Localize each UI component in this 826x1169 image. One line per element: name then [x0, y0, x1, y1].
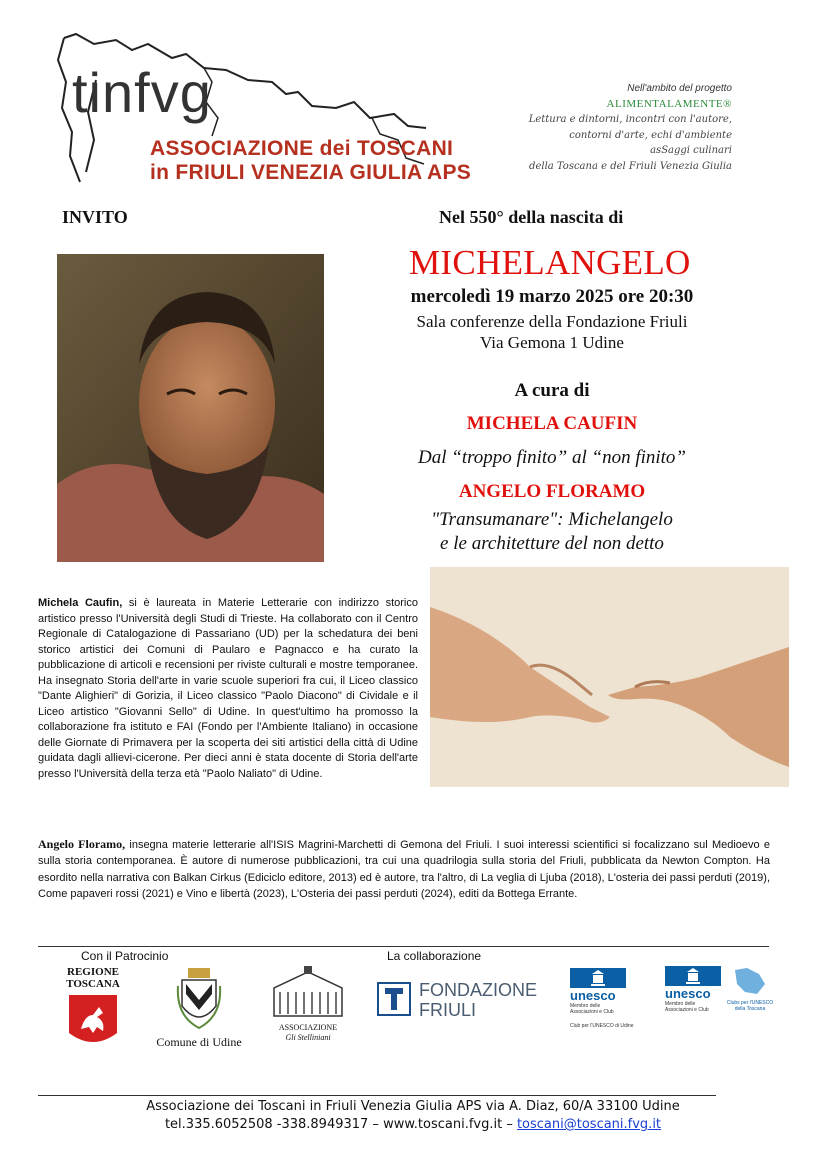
- unesco-udine-logo: [570, 968, 650, 1029]
- bio2-text: insegna materie letterarie all'ISIS Magrini-Marchetti di Gemona del Friuli. I suoi interessi scientifici si focalizzano sul Medioevo e sulla storia contemporanea. È autore di numerose pubblicazioni, tra cui una quadrilogia sulla storia del Friuli, pubblicata da Newton Compton. Ha esordito nella narrativa con Balkan Cirkus (Ediciclo editore, 2013) ed è autore, tra l'altro, di La veglia di Ljuba (2018), L'osteria dei passi perduti (2019), Come papaveri rossi (2021) e Vino e libertà (2023), L'Osteria dei passi perduti (2024), editi da Bottega Errante.: [38, 839, 770, 900]
- event-venue: Sala conferenze della Fondazione Friuli: [416, 312, 688, 331]
- unesco2-sub: Membro delle Associazioni e Club: [665, 1001, 709, 1013]
- project-intro: Nell'ambito del progetto: [627, 83, 732, 94]
- fondazione-mark-icon: [377, 982, 411, 1016]
- project-line2: contorni d'arte, echi d'ambiente: [569, 129, 732, 141]
- talk2-line1: "Transumanare": Michelangelo: [431, 509, 673, 530]
- speaker1-name: MICHELA CAUFIN: [466, 413, 638, 434]
- pegasus-shield-icon: [67, 993, 119, 1051]
- talk2-line2: e le architetture del non detto: [440, 533, 664, 554]
- bio1-text: si è laureata in Materie Letterarie con indirizzo storico artistico presso l'Università degli Studi di Trieste. Ha collaborato con il Centro Regionale di Catalogazione di Passariano (UD) per la schedatura dei beni storico artistici dei Comuni di Paularo e Pagnacco e ha curato la pubblicazione di articoli e recensioni per riviste culturali e mostre temporanee. Ha insegnato Storia dell'arte in varie scuole superiori fra cui, il Liceo classico "Dante Alighieri" di Gorizia, il Liceo classico "Paolo Diacono" di Cividale e il Liceo artistico "Giovanni Sello" di Udine. In quest'ultimo ha promosso la collaborazione fra istituto e FAI (Fondo per l'Ambiente Italiano) in occasione delle Giornate di Primavera per la scoperta dei siti artistici della città di Udine guidata dagli allievi-cicerone. Per dieci anni è stata docente di Storia dell'arte presso l'Università della terza età "Paolo Naliato" di Udine.: [38, 597, 418, 780]
- unesco-toscana-logo: [665, 966, 775, 1013]
- bio1-name: Michela Caufin,: [38, 597, 123, 609]
- fondazione-line1: FONDAZIONE: [419, 980, 538, 1000]
- fondazione-friuli-logo: [377, 980, 537, 1020]
- event-title: MICHELANGELO: [409, 243, 691, 282]
- anniversary-heading: Nel 550° della nascita di: [439, 207, 624, 227]
- stelliniani-logo: [268, 966, 348, 1043]
- project-block: [452, 81, 732, 174]
- unesco2-caption-line2: della Toscana: [734, 1006, 766, 1012]
- footer-rule-bottom: [38, 1095, 716, 1096]
- unesco1-caption: Club per l'UNESCO di Udine: [570, 1023, 634, 1029]
- unesco2-wordmark: unesco: [665, 986, 711, 1001]
- unesco2-caption: [725, 1000, 775, 1012]
- unesco1-wordmark: unesco: [570, 988, 616, 1003]
- building-icon: [270, 966, 346, 1018]
- logo-association-name: [150, 137, 471, 185]
- regione-line1: REGIONE: [67, 966, 119, 978]
- unesco2-caption-line1: Clubs per l'UNESCO: [726, 1000, 774, 1006]
- fondazione-line2: FRIULI: [419, 1000, 477, 1020]
- curated-by-label: A cura di: [514, 380, 590, 401]
- stelliniani-line2: Gli Stelliniani: [285, 1033, 331, 1042]
- logo-line1: ASSOCIAZIONE dei TOSCANI: [150, 137, 454, 160]
- regione-line2: TOSCANA: [66, 978, 120, 990]
- talk1-title: Dal “troppo finito” al “non finito”: [418, 447, 686, 468]
- unesco-temple-icon: [570, 968, 626, 988]
- event-date-time: mercoledì 19 marzo 2025 ore 20:30: [410, 286, 694, 307]
- project-name: ALIMENTALAMENTE®: [606, 97, 732, 110]
- project-line1: Lettura e dintorni, incontri con l'autore,: [528, 114, 732, 125]
- tuscany-map-icon: [731, 966, 767, 996]
- creation-of-adam-hands-image: [430, 567, 789, 787]
- regione-toscana-logo: [62, 966, 124, 1054]
- logo-wordmark: tinfvg: [72, 61, 212, 124]
- footer-phones-website: tel.335.6052508 -338.8949317 – www.toscani.fvg.it –: [164, 1117, 517, 1132]
- comune-udine-label: Comune di Udine: [156, 1035, 242, 1049]
- footer-email-link[interactable]: toscani@toscani.fvg.it: [516, 1117, 662, 1132]
- bio-angelo-floramo: [38, 836, 770, 902]
- bio-michela-caufin: [38, 596, 418, 782]
- project-line4: della Toscana e del Friuli Venezia Giulia: [529, 160, 732, 172]
- speaker2-name: ANGELO FLORAMO: [458, 481, 646, 502]
- patronage-label: Con il Patrocinio: [81, 949, 169, 963]
- udine-coat-of-arms-icon: [174, 966, 224, 1032]
- unesco2-temple-icon: [665, 966, 721, 986]
- footer-rule-top: [38, 946, 769, 947]
- project-line3: asSaggi culinari: [650, 145, 732, 156]
- comune-udine-logo: [154, 966, 244, 1050]
- michelangelo-portrait-image: [57, 254, 324, 562]
- footer-contacts: [0, 1116, 826, 1134]
- event-address: Via Gemona 1 Udine: [480, 333, 624, 352]
- collaboration-label: La collaborazione: [387, 949, 482, 963]
- stelliniani-line1: ASSOCIAZIONE: [278, 1023, 338, 1032]
- logo-line2: in FRIULI VENEZIA GIULIA APS: [150, 161, 472, 184]
- unesco1-sub: Membro delle Associazioni e Club: [570, 1003, 614, 1015]
- talk2-title: [376, 508, 728, 556]
- bio2-name: Angelo Floramo,: [38, 837, 126, 851]
- invito-heading: INVITO: [62, 207, 128, 227]
- footer-address: Associazione dei Toscani in Friuli Venezia Giulia APS via A. Diaz, 60/A 33100 Udine: [146, 1099, 680, 1114]
